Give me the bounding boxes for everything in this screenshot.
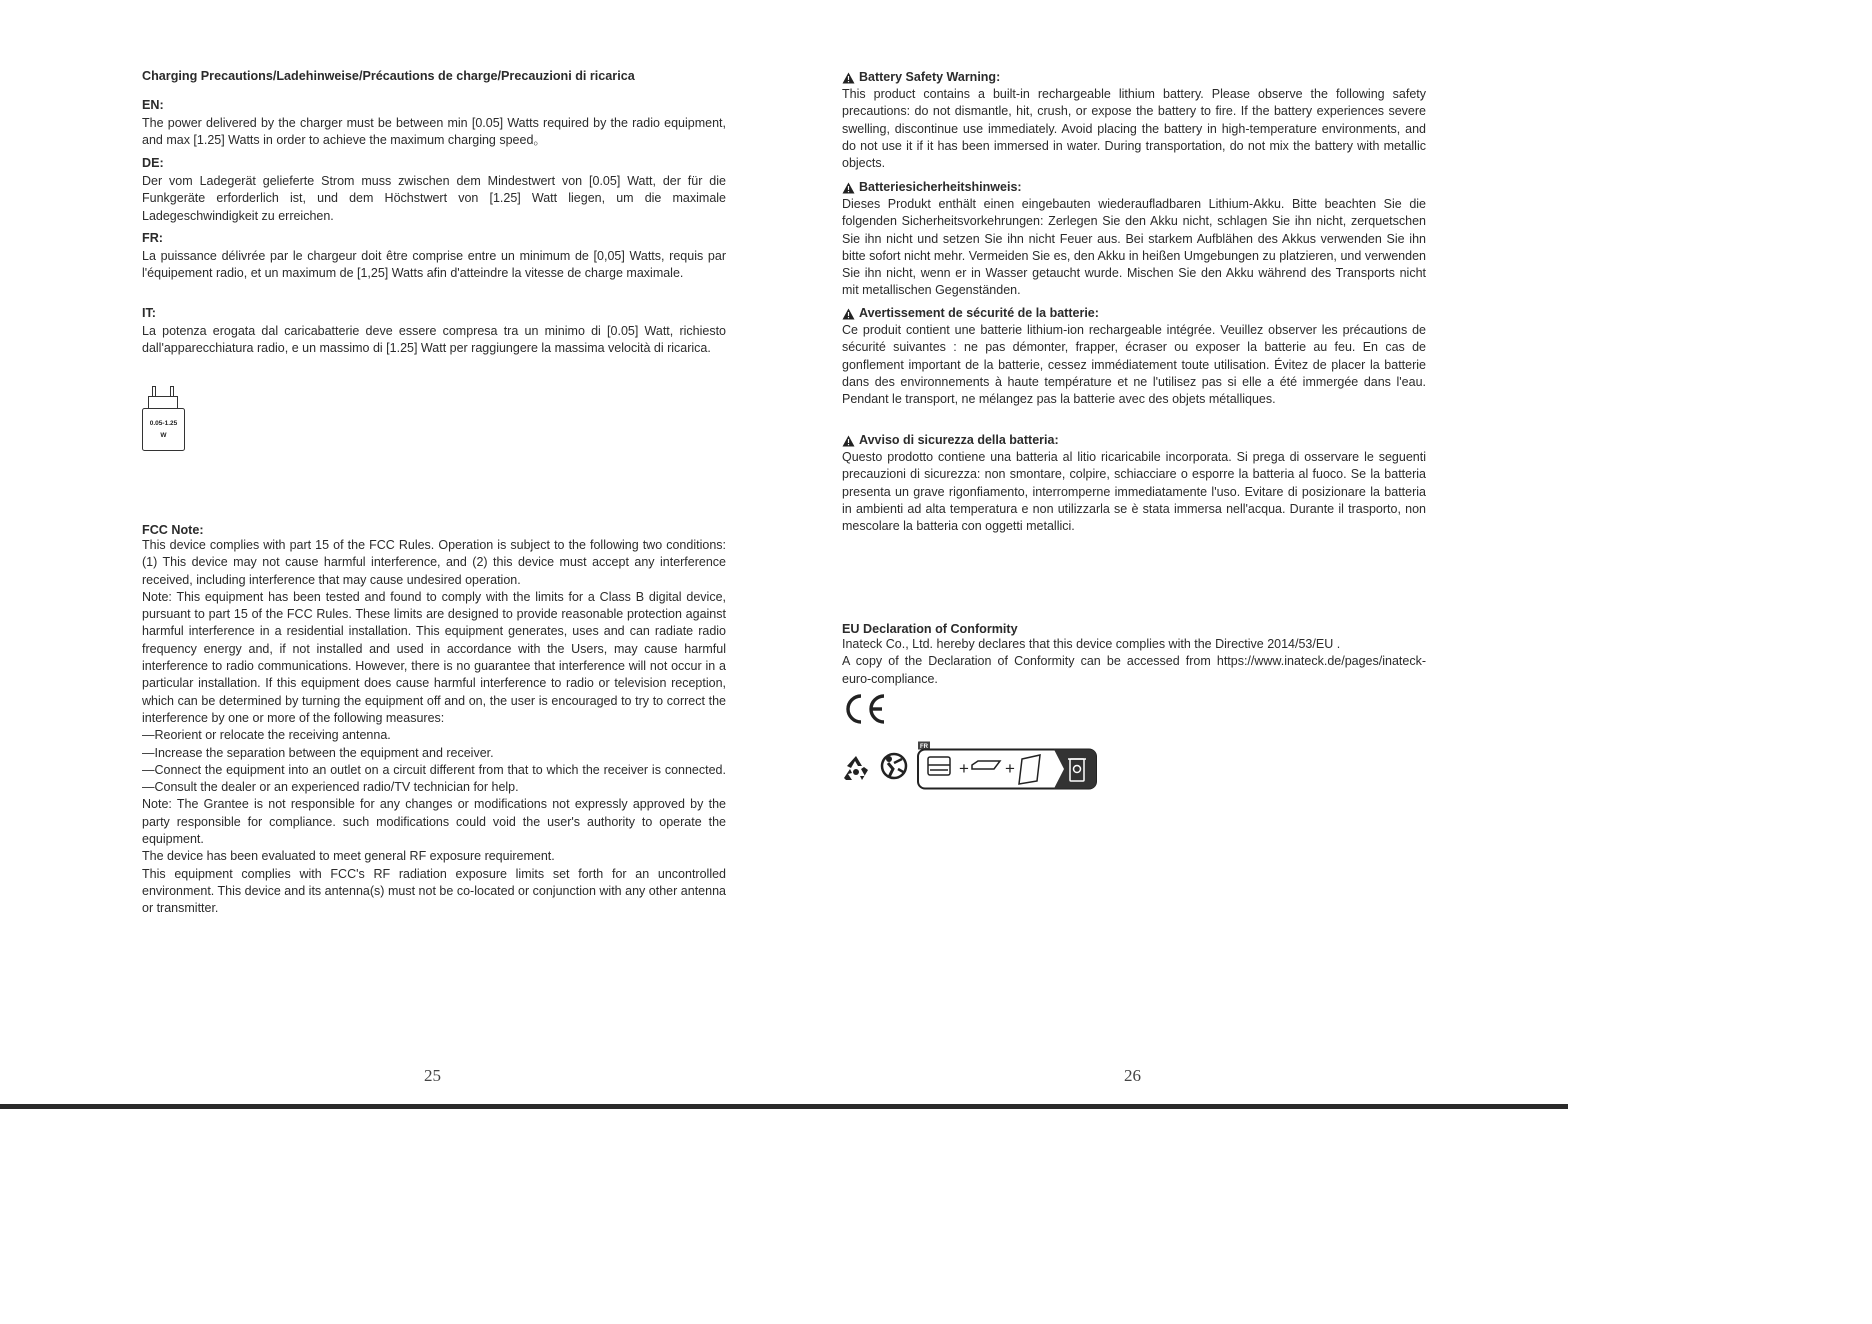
warning-text: Dieses Produkt enthält einen eingebauten wiederaufladbaren Lithium-Akku. Bitte beachten Sie die folgenden Sicherheitsvorkehrungen: Zerlegen Sie den Akku nicht, schlagen Sie ihn nicht, zerquetschen Sie ihn nicht und setzen Sie ihn nicht Feuer aus. Bei starkem Aufblähen des Akkus verwenden Sie ihn bitte sofort nicht mehr. Vermeiden Sie es, den Akku in heißen Umgebungen zu platzieren, und verwenden Sie ihn nicht, wenn er in Wasser getaucht wurde. Mischen Sie den Akku während des Transports nicht mit metallischen Gegenständen. [842, 197, 1426, 298]
fcc-paragraph: —Increase the separation between the equipment and receiver. [142, 745, 494, 760]
warning-icon [842, 435, 855, 447]
warning-text: Ce produit contient une batterie lithium-ion rechargeable intégrée. Veuillez observer les précautions de sécurité suivantes : ne pas démonter, frapper, écraser ou exposer la batterie au feu. En cas de gonflement important de la batterie, cessez immédiatement toute utilisation. Évitez de placer la batterie dans des environnements à haute température et ne l'utilisez pas si elle a été immergée dans l'eau. Pendant le transport, ne mélangez pas la batterie avec des objets métalliques. [842, 323, 1426, 407]
warning-heading: Avviso di sicurezza della batteria: [859, 433, 1059, 447]
fcc-section [142, 523, 726, 918]
fr-tag-label: FR [920, 744, 928, 750]
lang-label-fr: FR: [142, 231, 163, 245]
fcc-paragraph: This equipment complies with FCC's RF radiation exposure limits set forth for an uncontrolled environment. This device and its antenna(s) must not be co-located or conjunction with any other antenna or transmitter. [142, 866, 726, 916]
warning-text: Questo prodotto contiene una batteria al litio ricaricabile incorporata. Si prega di osservare le seguenti precauzioni di sicurezza: non smontare, colpire, schiacciare o esporre la batteria al fuoco. Se la batteria presenta un grave rigonfiamento, interromperne immediatamente l'uso. Evitare di posizionare la batteria in ambienti ad alta temperatura e non utilizzarla se è stata immersa nell'acqua. Durante il trasporto, non mescolare la batteria con oggetti metallici. [842, 450, 1426, 534]
lang-label-it: IT: [142, 306, 156, 320]
page-number-right: 26 [1124, 1066, 1141, 1085]
battery-warning-de [842, 179, 1426, 300]
fcc-paragraph: —Reorient or relocate the receiving antenna. [142, 728, 391, 743]
warning-icon [842, 308, 855, 320]
charger-label-range: 0.05-1.25 [149, 420, 178, 427]
recycle-icon [844, 756, 868, 780]
eu-declaration-line1: Inateck Co., Ltd. hereby declares that this device complies with the Directive 2014/53/EU . [842, 637, 1341, 651]
battery-warning-it [842, 432, 1426, 535]
eu-declaration-section [842, 622, 1426, 688]
fcc-paragraph: Note: The Grantee is not responsible for any changes or modifications not expressly approved by the party responsible for compliance. such modifications could void the user's authority to operate the equipment. [142, 797, 726, 847]
page-number-left: 25 [424, 1066, 441, 1085]
charging-it-text: La potenza erogata dal caricabatterie deve essere compresa tra un minimo di [0.05] Watt, richiesto dall'apparecchiatura radio, e un massimo di [1.25] Watt per raggiungere la massima velocità di ricarica. [142, 324, 726, 356]
charging-precautions-title: Charging Precautions/Ladehinweise/Précautions de charge/Precauzioni di ricarica [142, 69, 635, 83]
battery-warning-fr [842, 305, 1426, 408]
plus-icon: + [1005, 759, 1015, 778]
charging-de-text: Der vom Ladegerät gelieferte Strom muss zwischen dem Mindestwert von [0.05] Watt, der für die Funkgeräte erforderlich ist, und dem Höchstwert von [1.25] Watt liegen, um die maximale Ladegeschwindigkeit zu erreichen. [142, 174, 726, 223]
warning-icon [842, 182, 855, 194]
eu-declaration-heading: EU Declaration of Conformity [842, 622, 1018, 636]
triman-icon [882, 754, 906, 778]
fcc-paragraph: —Connect the equipment into an outlet on a circuit different from that to which the receiver is connected. —Consult the dealer or an experienced radio/TV technician for help. [142, 762, 726, 795]
recycling-marks [842, 741, 1102, 791]
fcc-paragraph: The device has been evaluated to meet general RF exposure requirement. [142, 849, 555, 864]
bottom-edge-bar [0, 1104, 1568, 1109]
warning-heading: Battery Safety Warning: [859, 70, 1001, 84]
battery-warning-en [842, 69, 1426, 172]
eu-declaration-line2: A copy of the Declaration of Conformity can be accessed from https://www.inateck.de/pages/inateck-euro-compliance. [842, 654, 1426, 686]
right-page [842, 0, 1426, 1109]
plus-icon: + [959, 759, 969, 778]
lang-label-en: EN: [142, 98, 164, 112]
fcc-heading: FCC Note: [142, 523, 204, 537]
warning-icon [842, 72, 855, 84]
warning-text: This product contains a built-in rechargeable lithium battery. Please observe the following safety precautions: do not dismantle, hit, crush, or expose the battery to fire. If the battery experiences severe swelling, discontinue use immediately. Avoid placing the battery in high-temperature environments, and do not use it if it has been immersed in water. During transportation, do not mix the battery with metallic objects. [842, 87, 1426, 171]
charging-fr-section [142, 231, 726, 283]
charger-label-unit: W [160, 432, 167, 439]
fcc-paragraph: Note: This equipment has been tested and found to comply with the limits for a Class B digital device, pursuant to part 15 of the FCC Rules. These limits are designed to provide reasonable protection against harmful interference in a residential installation. This equipment generates, uses and can radiate radio frequency energy and, if not installed and used in accordance with the Users, may cause harmful interference to radio communications. However, there is no guarantee that interference will not occur in a particular installation. If this equipment does cause harmful interference to radio or television reception, which can be determined by turning the equipment off and on, the user is encouraged to try to correct the interference by one or more of the following measures: [142, 589, 726, 725]
charger-wattage-icon [142, 386, 186, 452]
warning-heading: Batteriesicherheitshinweis: [859, 180, 1022, 194]
ce-mark-icon [842, 693, 888, 725]
charging-en-text: The power delivered by the charger must be between min [0.05] Watts required by the radio equipment, and max [1.25] Watts in order to achieve the maximum charging speed。 [142, 116, 726, 148]
fcc-paragraph: This device complies with part 15 of the FCC Rules. Operation is subject to the following two conditions: (1) This device may not cause harmful interference, and (2) this device must accept any interference received, including interference that may cause undesired operation. [142, 538, 726, 587]
charging-de-section [142, 156, 726, 225]
left-page [142, 0, 726, 1109]
warning-heading: Avertissement de sécurité de la batterie: [859, 306, 1099, 320]
lang-label-de: DE: [142, 156, 164, 170]
charging-en-section [142, 98, 726, 150]
charging-it-section [142, 306, 726, 358]
charging-fr-text: La puissance délivrée par le chargeur doit être comprise entre un minimum de [0,05] Watts, requis par l'équipement radio, et un maximum de [1,25] Watts afin d'atteindre la vitesse de charge maximale. [142, 249, 726, 281]
